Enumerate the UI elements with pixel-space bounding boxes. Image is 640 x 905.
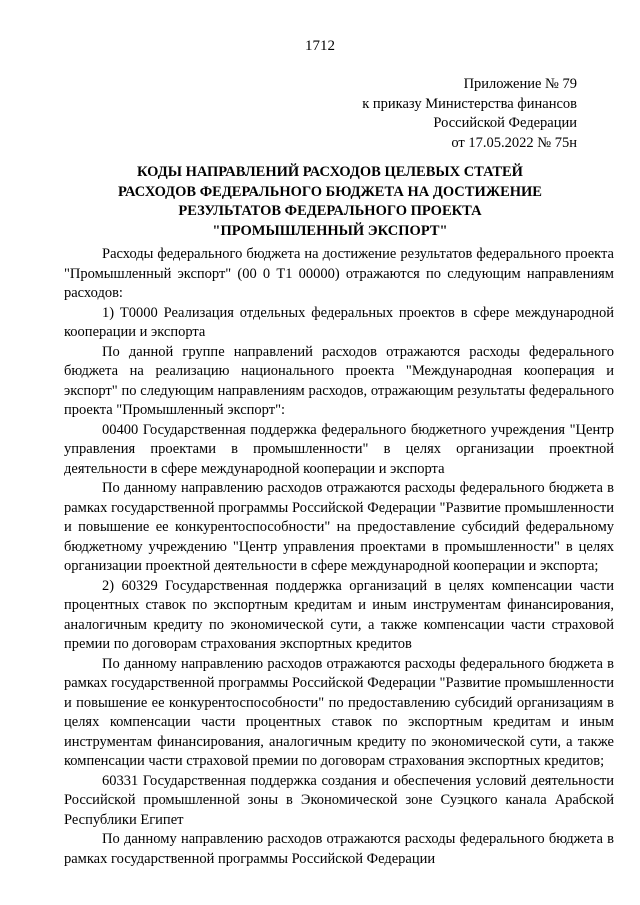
appendix-block — [362, 75, 577, 153]
appendix-line: Российской Федерации — [433, 115, 577, 131]
title-line: РЕЗУЛЬТАТОВ ФЕДЕРАЛЬНОГО ПРОЕКТА — [178, 203, 482, 219]
paragraph: 1) Т0000 Реализация отдельных федеральных проектов в сфере международной кооперации и экспорта — [64, 304, 614, 340]
paragraph: Расходы федерального бюджета на достижение результатов федерального проекта "Промышленный экспорт" (00 0 Т1 00000) отражаются по следующим направлениям расходов: — [64, 246, 614, 301]
paragraph: 00400 Государственная поддержка федерального бюджетного учреждения "Центр управления проектами в промышленности" в целях организации проектной деятельности в сфере международной кооперации и экспорта — [64, 421, 614, 477]
paragraph: По данному направлению расходов отражаются расходы федерального бюджета в рамках государственной программы Российской Федерации — [64, 831, 614, 867]
appendix-line: от 17.05.2022 № 75н — [451, 134, 577, 151]
appendix-line: Приложение № 79 — [463, 76, 577, 92]
title-line: КОДЫ НАПРАВЛЕНИЙ РАСХОДОВ ЦЕЛЕВЫХ СТАТЕЙ — [137, 164, 523, 180]
appendix-line: к приказу Министерства финансов — [362, 95, 577, 112]
document-body — [64, 245, 614, 869]
paragraph: По данному направлению расходов отражаются расходы федерального бюджета в рамках государственной программы Российской Федерации "Развитие промышленности и повышение ее конкурентоспособности" по предоставлению субсидий организациям в целях компенсации части процентных ставок по экспортным кредитам и иным инструментам финансирования, аналогичным кредиту по экономической сути, а также компенсации части страховой премии по договорам страхования экспортных кредитов; — [64, 655, 614, 769]
paragraph: 60331 Государственная поддержка создания и обеспечения условий деятельности Российской промышленной зоны в Экономической зоне Суэцкого канала Арабской Республики Египет — [64, 772, 614, 828]
paragraph: По данной группе направлений расходов отражаются расходы федерального бюджета на реализацию национального проекта "Международная кооперация и экспорт" по следующим направлениям расходов, отражающим результаты федерального проекта "Промышленный экспорт": — [64, 343, 614, 418]
page-number: 1712 — [305, 38, 335, 54]
title-line: "ПРОМЫШЛЕННЫЙ ЭКСПОРТ" — [212, 222, 448, 239]
paragraph: По данному направлению расходов отражаются расходы федерального бюджета в рамках государственной программы Российской Федерации "Развитие промышленности и повышение ее конкурентоспособности" на предоставление субсидий федеральному бюджетному учреждению "Центр управления проектами в промышленности" в целях организации проектной деятельности в сфере международной кооперации и экспорта; — [64, 480, 614, 574]
paragraph: 2) 60329 Государственная поддержка организаций в целях компенсации части процентных ставок по экспортным кредитам и иным инструментам финансирования, аналогичным кредиту по экономической сути, а также компенсации части страховой премии по договорам страхования экспортных кредитов — [64, 577, 614, 652]
document-title — [60, 163, 600, 241]
title-line: РАСХОДОВ ФЕДЕРАЛЬНОГО БЮДЖЕТА НА ДОСТИЖЕНИЕ — [118, 183, 542, 200]
